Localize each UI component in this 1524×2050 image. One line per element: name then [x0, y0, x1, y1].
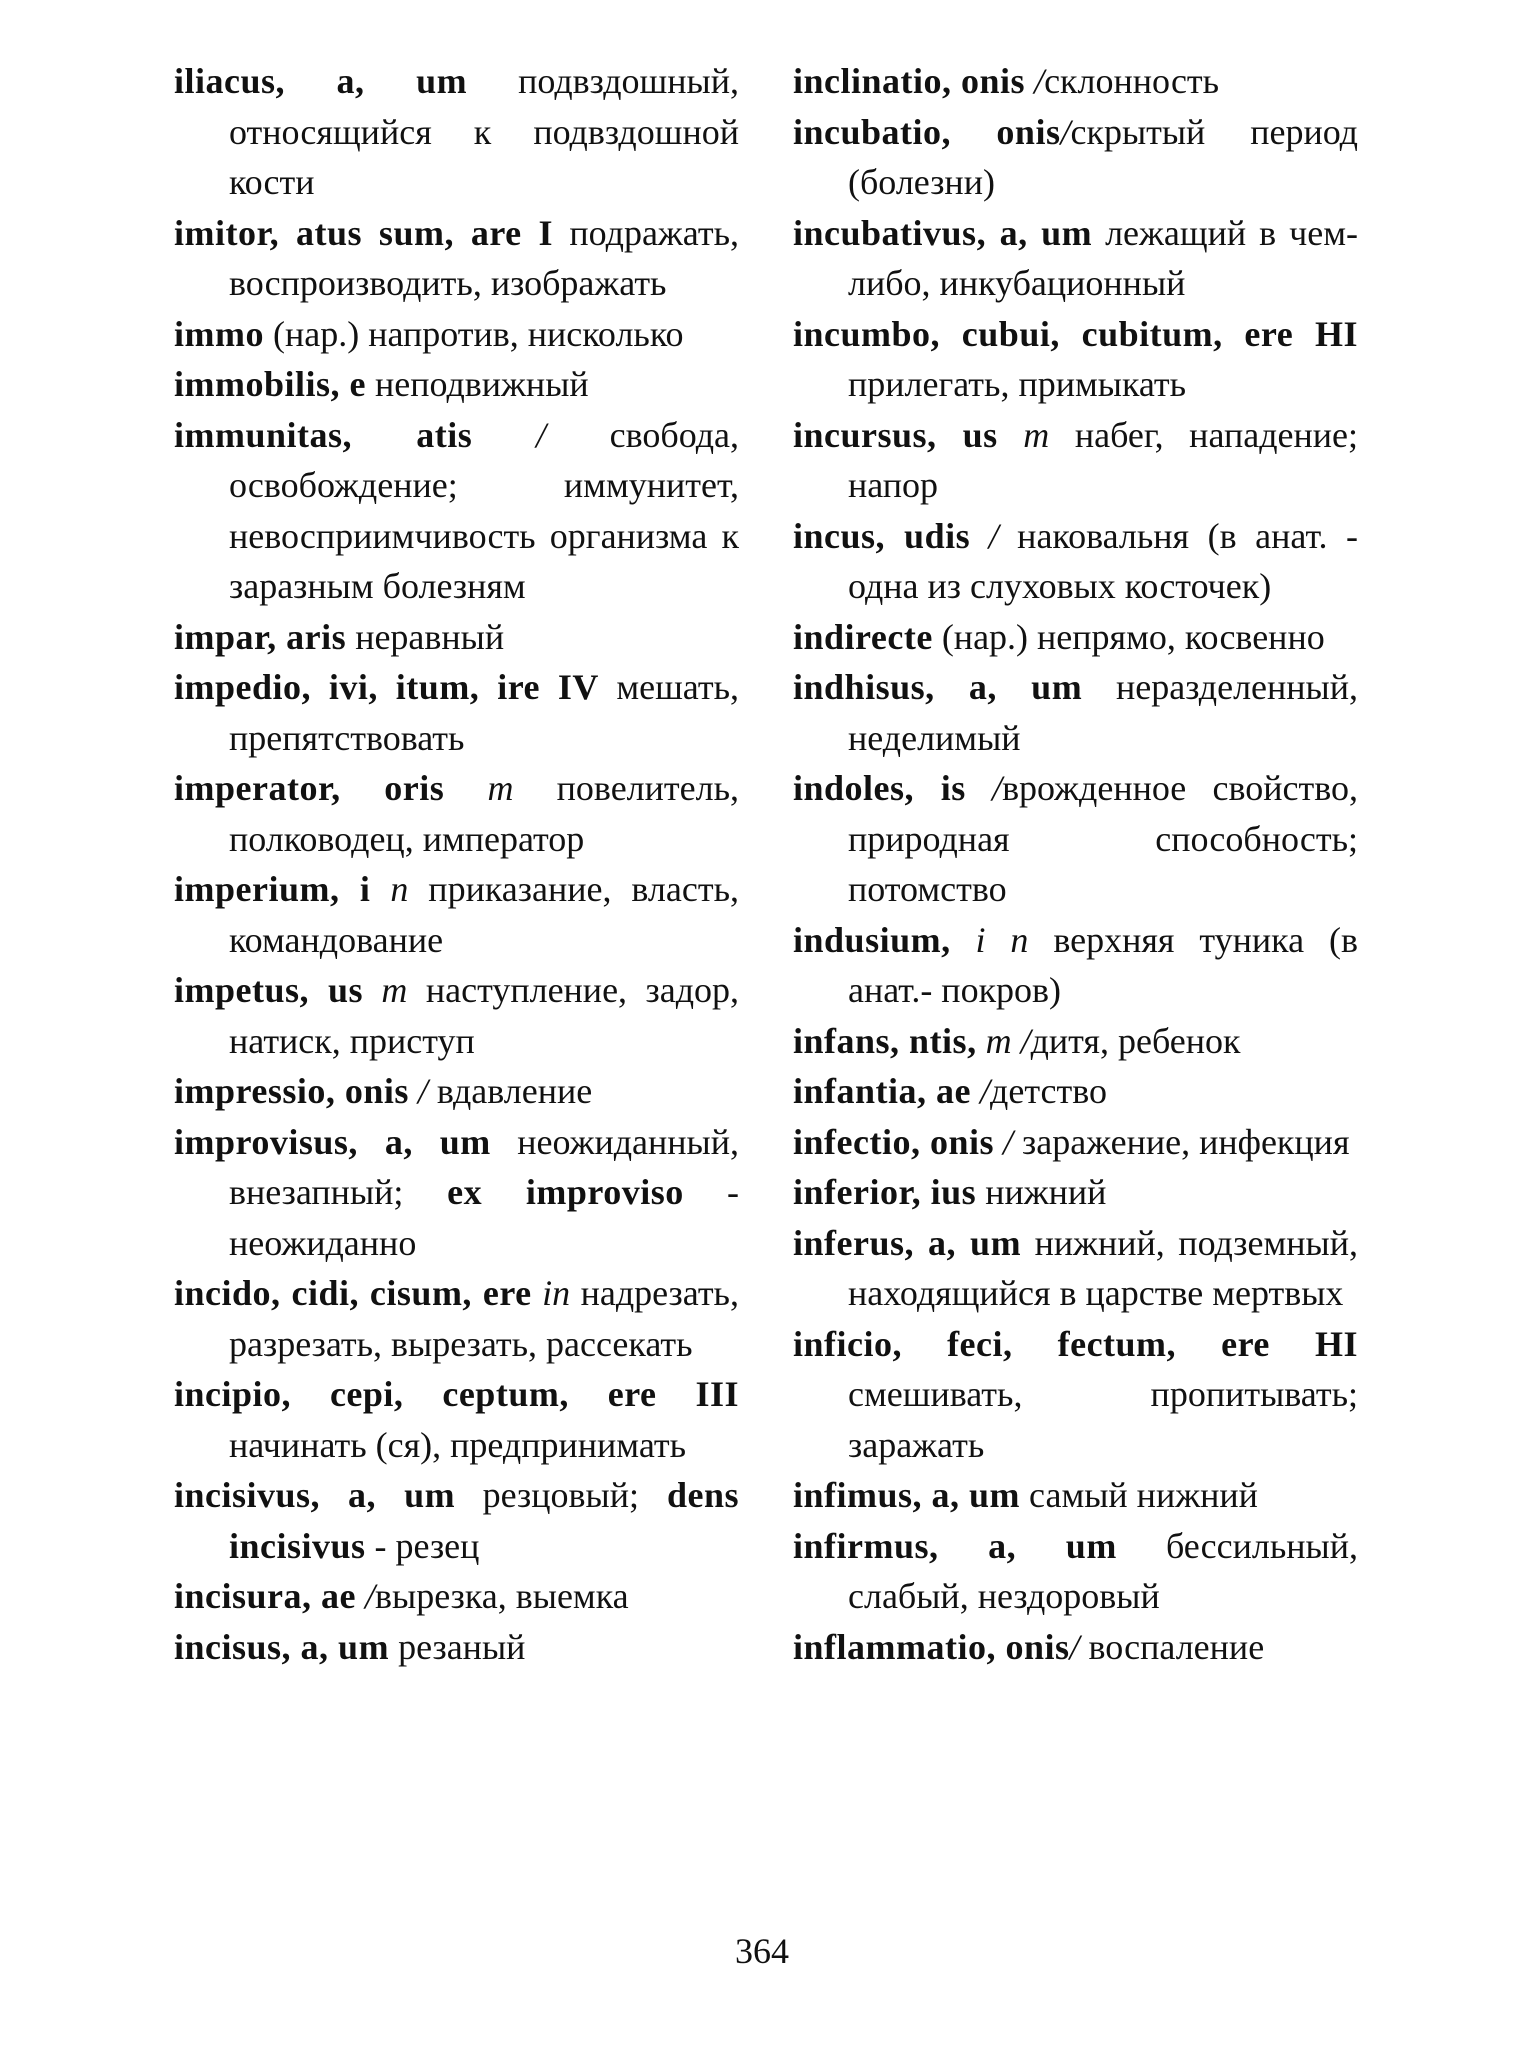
- headword: imperium, i: [174, 869, 371, 909]
- dictionary-entry: [793, 107, 1358, 208]
- headword: incubatio, onis: [793, 111, 1061, 152]
- dictionary-entry: [793, 309, 1358, 410]
- headword: incus, udis: [793, 515, 971, 556]
- headword: immobilis, e: [174, 364, 366, 404]
- dictionary-entry: [793, 511, 1358, 612]
- dictionary-entry: [174, 864, 739, 965]
- grammar-note: /: [472, 414, 546, 455]
- dictionary-entry: [174, 965, 739, 1066]
- definition: мешать, препятствовать: [229, 667, 739, 758]
- dictionary-entry: [793, 56, 1358, 107]
- definition: (нар.) непрямо, косвенно: [932, 616, 1325, 657]
- definition: подражать, воспроизводить, изображать: [229, 212, 740, 303]
- definition: прилегать, примыкать: [848, 364, 1187, 404]
- headword: incisura, ae: [174, 1576, 356, 1616]
- headword: indhisus, a, um: [793, 667, 1083, 707]
- headword: inficio, feci, fectum, ere HI: [793, 1323, 1358, 1364]
- headword: impressio, onis: [174, 1071, 409, 1111]
- definition: скрытый период (болезни): [848, 111, 1358, 202]
- dictionary-entry: [174, 309, 739, 360]
- definition: склонность: [1044, 61, 1220, 101]
- definition: лежащий в чем-либо, инкубационный: [848, 212, 1359, 303]
- headword: impar, aris: [174, 616, 347, 657]
- dictionary-entry: [174, 359, 739, 410]
- headword: infans, ntis,: [793, 1020, 977, 1061]
- grammar-note: m: [444, 768, 514, 808]
- definition: смешивать, пропитывать; заражать: [848, 1374, 1358, 1465]
- definition: детство: [990, 1071, 1107, 1111]
- grammar-note: m /: [976, 1020, 1031, 1061]
- dictionary-entry: [174, 1622, 739, 1673]
- headword: immo: [174, 313, 264, 354]
- headword: indusium,: [793, 919, 951, 960]
- grammar-note: i n: [950, 919, 1029, 960]
- dictionary-entry: [793, 1117, 1358, 1168]
- headword: imperator, oris: [174, 768, 445, 808]
- definition: наступление, задор, натиск, приступ: [229, 970, 740, 1061]
- dictionary-entry: [793, 208, 1358, 309]
- dictionary-entry: [793, 1470, 1358, 1521]
- definition: наковальня (в анат. - одна из слуховых косточек): [848, 515, 1358, 606]
- definition: надрезать, разрезать, вырезать, рассекать: [229, 1273, 739, 1364]
- dictionary-entry: [174, 1117, 739, 1269]
- headword: impedio, ivi, itum, ire IV: [174, 667, 599, 707]
- grammar-note: /: [971, 1071, 991, 1111]
- dictionary-entry: [174, 612, 739, 663]
- left-column: [174, 56, 739, 1672]
- grammar-note: /: [970, 515, 999, 556]
- dictionary-entry: [793, 410, 1358, 511]
- grammar-note: m: [362, 970, 408, 1010]
- definition: резаный: [389, 1626, 526, 1667]
- dictionary-entry: [174, 1470, 739, 1571]
- headword: infirmus, a, um: [793, 1525, 1117, 1566]
- grammar-note: in: [531, 1273, 571, 1313]
- headword: improvisus, a, um: [174, 1121, 491, 1162]
- definition: неожиданный, внезапный;: [229, 1121, 739, 1212]
- definition: начинать (ся), предпринимать: [229, 1424, 687, 1465]
- definition: резцовый;: [455, 1475, 639, 1515]
- dictionary-entry: [174, 410, 739, 612]
- definition: неравный: [346, 616, 505, 657]
- headword: inferior, ius: [793, 1172, 977, 1212]
- dictionary-entry: [174, 1369, 739, 1470]
- definition: врожденное свойство, природная способность; потомство: [848, 768, 1358, 909]
- dictionary-entry: [174, 763, 739, 864]
- definition: подвздошный, относящийся к подвздошной кости: [229, 61, 739, 202]
- headword: incubativus, a, um: [793, 212, 1093, 253]
- headword: incisus, a, um: [174, 1626, 390, 1667]
- definition: вырезка, выемка: [375, 1576, 629, 1616]
- definition: самый нижний: [1020, 1475, 1258, 1515]
- definition: (нар.) напротив, нисколько: [263, 313, 684, 354]
- dictionary-entry: [793, 1016, 1358, 1067]
- grammar-note: /: [1069, 1626, 1080, 1667]
- definition: бессильный, слабый, нездоровый: [848, 1525, 1358, 1616]
- headword: inclinatio, onis: [793, 61, 1026, 101]
- dictionary-entry: [793, 1622, 1358, 1673]
- phrase-definition: - неожиданно: [229, 1172, 739, 1263]
- phrase-headword: ex improviso: [403, 1172, 684, 1212]
- headword: indoles, is: [793, 768, 966, 808]
- dictionary-entry: [793, 763, 1358, 915]
- grammar-note: m: [997, 414, 1050, 455]
- definition: воспаление: [1079, 1626, 1265, 1667]
- headword: immunitas, atis: [174, 414, 473, 455]
- headword: infectio, onis: [793, 1121, 994, 1162]
- definition: неподвижный: [366, 364, 589, 404]
- headword: incisivus, a, um: [174, 1475, 456, 1515]
- grammar-note: /: [408, 1071, 428, 1111]
- definition: приказание, власть, командование: [229, 869, 739, 960]
- headword: indirecte: [793, 616, 933, 657]
- dictionary-entry: [174, 1571, 739, 1622]
- dictionary-entry: [793, 612, 1358, 663]
- dictionary-entry: [174, 56, 739, 208]
- grammar-note: /: [994, 1121, 1014, 1162]
- definition: свобода, освобождение; иммунитет, невосприимчивость организма к заразным болезням: [229, 414, 739, 606]
- definition: нижний: [976, 1172, 1107, 1212]
- grammar-note: /: [1060, 111, 1071, 152]
- headword: incipio, cepi, ceptum, ere III: [174, 1374, 739, 1414]
- dictionary-entry: [793, 1167, 1358, 1218]
- dictionary-entry: [174, 1066, 739, 1117]
- definition: дитя, ребенок: [1030, 1020, 1241, 1061]
- headword: incido, cidi, cisum, ere: [174, 1273, 532, 1313]
- dictionary-entry: [174, 662, 739, 763]
- headword: incumbo, cubui, cubitum, ere HI: [793, 313, 1358, 354]
- dictionary-entry: [793, 1319, 1358, 1471]
- grammar-note: n: [370, 869, 409, 909]
- headword: incursus, us: [793, 414, 998, 455]
- grammar-note: /: [1025, 61, 1045, 101]
- definition: верхняя туника (в анат.- покров): [848, 919, 1358, 1010]
- dictionary-entry: [174, 208, 739, 309]
- dictionary-entry: [793, 915, 1358, 1016]
- headword: inferus, a, um: [793, 1222, 1022, 1263]
- headword: imitor, atus sum, are I: [174, 212, 554, 253]
- grammar-note: /: [356, 1576, 376, 1616]
- right-column: [793, 56, 1358, 1672]
- grammar-note: /: [965, 768, 1003, 808]
- headword: infantia, ae: [793, 1071, 972, 1111]
- phrase-headword: dens incisivus: [229, 1475, 740, 1566]
- definition: повелитель, полководец, император: [229, 768, 739, 859]
- definition: нижний, подземный, находящийся в царстве мертвых: [848, 1222, 1358, 1313]
- headword: inflammatio, onis: [793, 1626, 1070, 1667]
- definition: вдавление: [427, 1071, 593, 1111]
- dictionary-entry: [793, 1521, 1358, 1622]
- definition: заражение, инфекция: [1013, 1121, 1350, 1162]
- dictionary-entry: [793, 1218, 1358, 1319]
- definition: неразделенный, неделимый: [848, 667, 1359, 758]
- headword: infimus, a, um: [793, 1475, 1021, 1515]
- dictionary-entry: [793, 662, 1358, 763]
- phrase-definition: - резец: [365, 1525, 480, 1566]
- dictionary-entry: [793, 1066, 1358, 1117]
- headword: impetus, us: [174, 970, 363, 1010]
- headword: iliacus, a, um: [174, 61, 468, 101]
- definition: набег, нападение; напор: [848, 414, 1359, 505]
- page-number: 364: [735, 1931, 789, 1971]
- dictionary-entry: [174, 1268, 739, 1369]
